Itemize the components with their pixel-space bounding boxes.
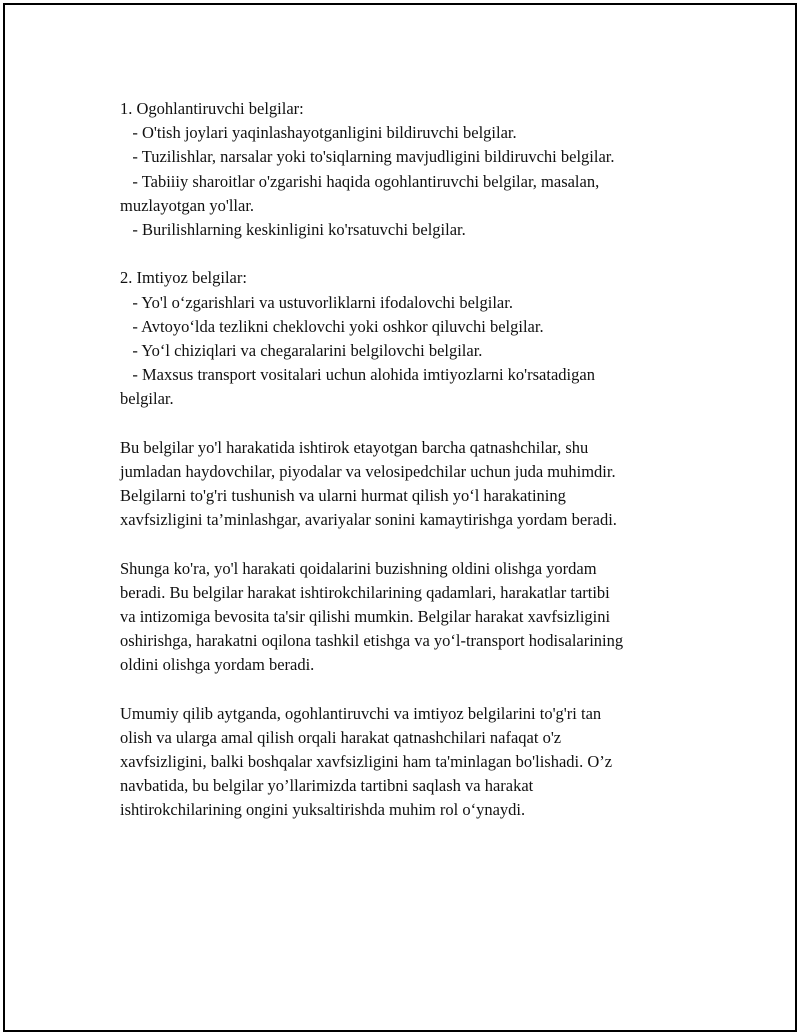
paragraph-line: jumladan haydovchilar, piyodalar va velosipedchilar uchun juda muhimdir. [120,461,616,481]
paragraph-line: xavfsizligini, balki boshqalar xavfsizligini ham ta'minlagan bo'lishadi. O’z [120,752,613,772]
list-item: - Yo'l o‘zgarishlari va ustuvorliklarni ifodalovchi belgilar. [120,292,513,312]
spacer [120,532,700,556]
paragraph-line: Umumiy qilib aytganda, ogohlantiruvchi va imtiyoz belgilarini to'g'ri tan [120,703,602,723]
paragraph-line: beradi. Bu belgilar harakat ishtirokchilarining qadamlari, harakatlar tartibi [120,582,610,602]
spacer [120,242,700,266]
list-item: - Burilishlarning keskinligini ko'rsatuvchi belgilar. [120,219,466,239]
paragraph-line: Belgilarni to'g'ri tushunish va ularni hurmat qilish yo‘l harakatining [120,486,566,505]
paragraph-line: navbatida, bu belgilar yo’llarimizda tartibni saqlash va harakat [120,776,534,796]
document-body [120,97,700,823]
paragraph-line: oshirishga, harakatni oqilona tashkil etishga va yo‘l-transport hodisalarining [120,631,624,651]
paragraph-line: ishtirokchilarining ongini yuksaltirishda muhim rol o‘ynaydi. [120,800,526,820]
paragraph-line: Bu belgilar yo'l harakatida ishtirok etayotgan barcha qatnashchilar, shu [120,437,589,457]
section-warning-signs [120,97,700,242]
paragraph-line: oldini olishga yordam beradi. [120,655,315,675]
section-heading: 1. Ogohlantiruvchi belgilar: [120,99,304,118]
paragraph [120,702,700,823]
paragraph-line: va intizomiga bevosita ta'sir qilishi mumkin. Belgilar harakat xavfsizligini [120,606,611,626]
spacer [120,411,700,435]
paragraph-line: olish va ularga amal qilish orqali harakat qatnashchilari nafaqat o'z [120,727,562,747]
paragraph-line: Shunga ko'ra, yo'l harakati qoidalarini buzishning oldini olishga yordam [120,558,597,578]
list-item: - O'tish joylari yaqinlashayotganligini bildiruvchi belgilar. [120,123,517,143]
page-frame [3,3,797,1032]
paragraph [120,557,700,678]
section-heading: 2. Imtiyoz belgilar: [120,268,247,288]
list-item: - Tabiiiy sharoitlar o'zgarishi haqida ogohlantiruvchi belgilar, masalan, [120,171,600,191]
list-item: - Tuzilishlar, narsalar yoki to'siqlarning mavjudligini bildiruvchi belgilar. [120,147,615,167]
list-item: - Avtoyo‘lda tezlikni cheklovchi yoki oshkor qiluvchi belgilar. [120,316,544,336]
spacer [120,678,700,702]
section-priority-signs [120,266,700,411]
paragraph [120,436,700,533]
list-item: - Maxsus transport vositalari uchun alohida imtiyozlarni ko'rsatadigan [120,365,595,385]
list-item-continuation: muzlayotgan yo'llar. [120,195,255,215]
list-item: - Yo‘l chiziqlari va chegaralarini belgilovchi belgilar. [120,340,483,360]
list-item-continuation: belgilar. [120,389,174,409]
paragraph-line: xavfsizligini ta’minlashgar, avariyalar sonini kamaytirishga yordam beradi. [120,510,617,530]
